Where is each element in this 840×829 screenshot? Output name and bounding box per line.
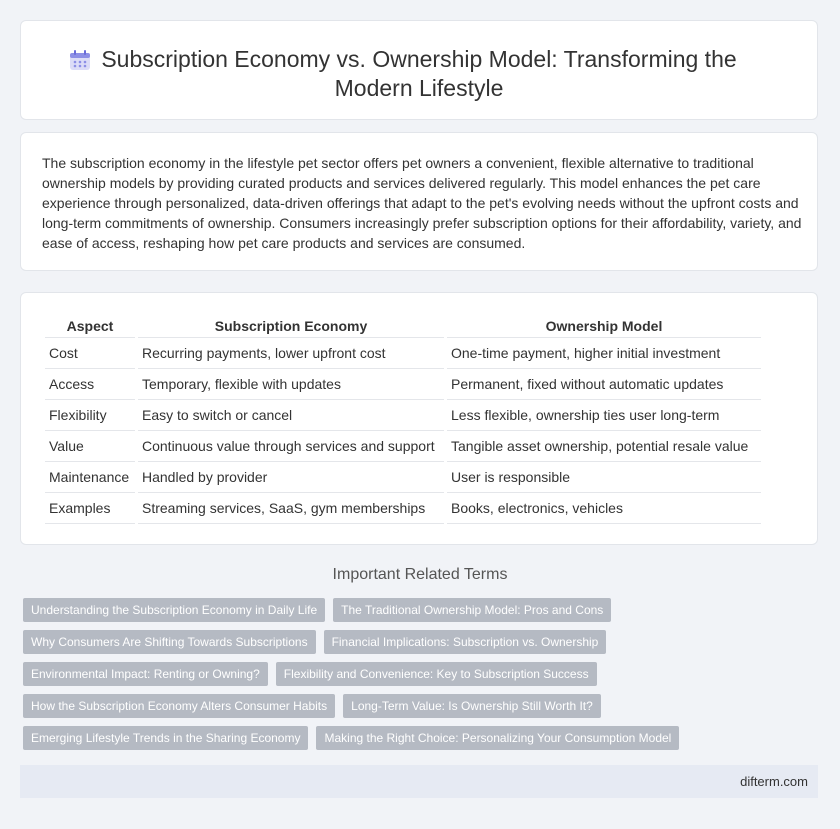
cell-ownership: Books, electronics, vehicles [447,493,761,524]
tag-row [23,726,823,750]
tag-row [23,630,823,654]
table-row [45,400,761,431]
cell-ownership: One-time payment, higher initial investment [447,338,761,369]
related-term-link[interactable]: Why Consumers Are Shifting Towards Subscriptions [23,630,316,654]
header-ownership: Ownership Model [447,315,761,338]
tag-row [23,662,823,686]
page-title: Subscription Economy vs. Ownership Model: Transforming the Modern Lifestyle [101,46,737,101]
related-term-link[interactable]: Emerging Lifestyle Trends in the Sharing Economy [23,726,308,750]
comparison-table [42,315,764,524]
related-term-link[interactable]: Environmental Impact: Renting or Owning? [23,662,268,686]
table-row [45,369,761,400]
cell-ownership: Less flexible, ownership ties user long-term [447,400,761,431]
related-term-link[interactable]: Financial Implications: Subscription vs. Ownership [324,630,607,654]
related-term-link[interactable]: How the Subscription Economy Alters Consumer Habits [23,694,335,718]
cell-subscription: Temporary, flexible with updates [138,369,444,400]
cell-aspect: Examples [45,493,135,524]
cell-subscription: Continuous value through services and support [138,431,444,462]
table-row [45,462,761,493]
tag-row [23,598,823,622]
footer [20,765,818,798]
cell-subscription: Handled by provider [138,462,444,493]
related-term-link[interactable]: Flexibility and Convenience: Key to Subscription Success [276,662,597,686]
cell-ownership: Permanent, fixed without automatic updates [447,369,761,400]
page-title-wrap [21,45,817,103]
header-aspect: Aspect [45,315,135,338]
intro-paragraph: The subscription economy in the lifestyle pet sector offers pet owners a convenient, flexible alternative to traditional ownership models by providing curated products and services delivered regularly. This model enhances the pet care experience through personalized, data-driven offerings that adapt to the pet's evolving needs without the upfront costs and long-term commitments of ownership. Consumers increasingly prefer subscription options for their affordability, variety, and ease of access, reshaping how pet care products and services are consumed. [42,155,802,251]
cell-subscription: Recurring payments, lower upfront cost [138,338,444,369]
calendar-icon [68,50,92,72]
cell-aspect: Flexibility [45,400,135,431]
cell-subscription: Easy to switch or cancel [138,400,444,431]
related-terms-list [23,598,823,758]
intro-card [20,132,818,271]
cell-subscription: Streaming services, SaaS, gym memberships [138,493,444,524]
cell-ownership: User is responsible [447,462,761,493]
tag-row [23,694,823,718]
header-card [20,20,818,120]
cell-aspect: Maintenance [45,462,135,493]
related-term-link[interactable]: Long-Term Value: Is Ownership Still Worth It? [343,694,601,718]
cell-aspect: Access [45,369,135,400]
footer-site-link[interactable]: difterm.com [740,774,808,789]
header-subscription: Subscription Economy [138,315,444,338]
related-term-link[interactable]: The Traditional Ownership Model: Pros and Cons [333,598,611,622]
related-terms-heading: Important Related Terms [332,566,508,583]
table-row [45,431,761,462]
cell-ownership: Tangible asset ownership, potential resale value [447,431,761,462]
related-term-link[interactable]: Making the Right Choice: Personalizing Your Consumption Model [316,726,679,750]
table-row [45,338,761,369]
related-term-link[interactable]: Understanding the Subscription Economy in Daily Life [23,598,325,622]
table-row [45,493,761,524]
comparison-card [20,292,818,545]
cell-aspect: Value [45,431,135,462]
cell-aspect: Cost [45,338,135,369]
table-header-row [45,315,761,338]
